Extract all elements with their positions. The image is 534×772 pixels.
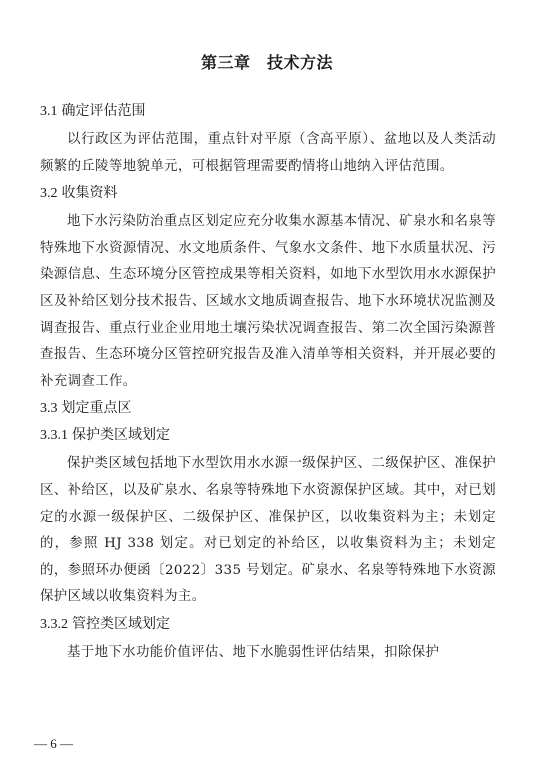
section-title: 收集资料 xyxy=(61,185,118,202)
section-number: 3.3.1 xyxy=(40,428,68,444)
section-number: 3.1 xyxy=(40,104,58,119)
section-title: 管控类区域划定 xyxy=(72,615,170,632)
section-3-3-1-heading xyxy=(40,424,496,447)
document-body xyxy=(40,100,496,669)
section-title: 划定重点区 xyxy=(61,400,132,417)
section-title: 确定评估范围 xyxy=(61,103,146,119)
section-3-3-2-paragraph: 基于地下水功能价值评估、地下水脆弱性评估结果，扣除保护 xyxy=(67,644,440,660)
section-title: 保护类区域划定 xyxy=(72,427,170,444)
section-3-3-1-paragraph: 保护类区域包括地下水型饮用水水源一级保护区、二级保护区、准保护区、补给区，以及矿泉水、名泉等特殊地下水资源保护区域。其中，对已划定的水源一级保护区、二级保护区、准保护区，以收集资料为主；未划定的，参照 HJ 338 划定。对已划定的补给区，以收集资料为主；未划定的，参照环办便函〔2022〕335 号划定。矿泉水、名泉等特殊地下水资源保护区域以收集资料为主。 xyxy=(40,456,496,605)
section-3-1-heading xyxy=(40,100,496,123)
section-3-2-paragraph: 地下水污染防治重点区划定应充分收集水源基本情况、矿泉水和名泉等特殊地下水资源情况、水文地质条件、气象水文条件、地下水质量状况、污染源信息、生态环境分区管控成果等相关资料，如地下水型饮用水水源保护区及补给区划分技术报告、区域水文地质调查报告、地下水环境状况监测及调查报告、重点行业企业用地土壤污染状况调查报告、第二次全国污染源普查报告、生态环境分区管控研究报告及准入清单等相关资料，并开展必要的补充调查工作。 xyxy=(40,214,496,389)
section-number: 3.3.2 xyxy=(40,616,68,632)
page-number: — 6 — xyxy=(34,736,73,751)
section-number: 3.3 xyxy=(40,401,58,417)
section-3-3-heading xyxy=(40,397,496,420)
section-3-1-paragraph: 以行政区为评估范围，重点针对平原（含高平原）、盆地以及人类活动频繁的丘陵等地貌单元，可根据管理需要酌情将山地纳入评估范围。 xyxy=(40,132,496,174)
section-number: 3.2 xyxy=(40,186,58,202)
section-3-3-2-heading xyxy=(40,613,496,636)
section-3-2-heading xyxy=(40,182,496,205)
chapter-title: 第三章 技术方法 xyxy=(200,53,333,72)
